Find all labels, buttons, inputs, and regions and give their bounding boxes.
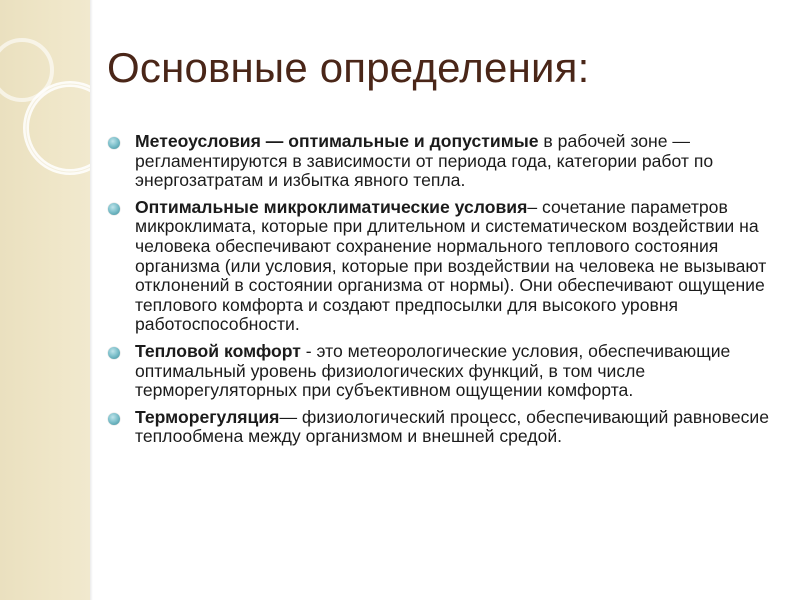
decorative-side-band (0, 0, 90, 600)
bullet-icon (108, 203, 120, 215)
bullet-icon (108, 413, 120, 425)
definition-item (107, 132, 787, 191)
definition-term: Терморегуляция (135, 406, 280, 427)
page-title: Основные определения: (107, 44, 590, 91)
definition-item (107, 342, 787, 401)
definition-text: - это метеорологические условия, обеспечивающие оптимальный уровень физиологических функций, в том числе терморегуляторных при субъективном ощущении комфорта. (135, 340, 731, 401)
bullet-icon (108, 347, 120, 359)
decorative-circles (0, 0, 90, 600)
definition-term: Метеоусловия — оптимальные и допустимые (135, 131, 539, 151)
definition-item (107, 198, 787, 335)
definition-item (107, 408, 787, 447)
definition-term: Оптимальные микроклиматические условия (135, 196, 528, 217)
definition-term: Тепловой комфорт (135, 340, 301, 361)
band-shadow (90, 0, 93, 600)
definition-text: — физиологический процесс, обеспечивающий равновесие теплообмена между организмом и внешней средой. (135, 406, 770, 447)
definition-text: в рабочей зоне — регламентируются в зависимости от периода года, категории работ по энергозатратам и избытка явного тепла. (135, 131, 714, 191)
bullet-icon (108, 137, 120, 149)
definitions-list (107, 132, 787, 454)
definition-text: – сочетание параметров микроклимата, которые при длительном и систематическом воздействии на человека обеспечивают сохранение нормального теплового состояния организма (или условия, которые при воздействии на человека не вызывают отклонений в состоянии организма от нормы). Они обеспечивают ощущение теплового комфорта и создают предпосылки для высокого уровня работоспособности. (135, 196, 767, 335)
